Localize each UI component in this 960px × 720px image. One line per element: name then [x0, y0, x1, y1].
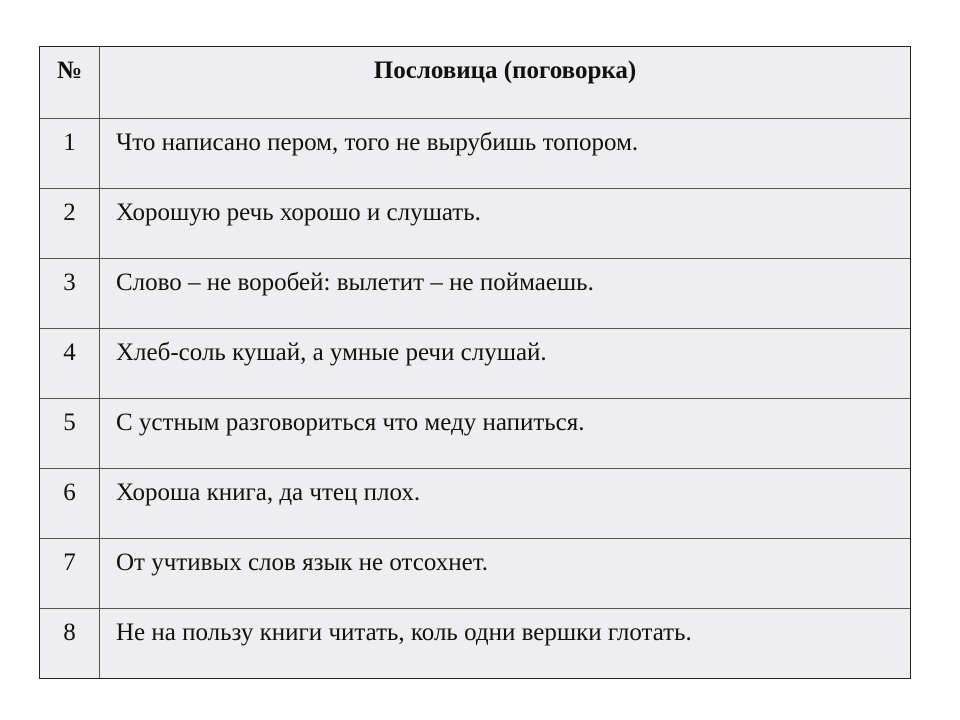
- table-row: [40, 258, 910, 328]
- row-proverb: Хорошую речь хорошо и слушать.: [116, 199, 481, 226]
- header-number: №: [40, 47, 100, 118]
- row-number: 7: [40, 539, 100, 608]
- row-proverb: Хлеб-соль кушай, а умные речи слушай.: [116, 339, 547, 366]
- proverbs-table: [39, 46, 911, 679]
- row-number: 3: [40, 259, 100, 328]
- row-proverb: Хороша книга, да чтец плох.: [116, 479, 421, 506]
- row-number: 2: [40, 189, 100, 258]
- table-row: [40, 538, 910, 608]
- row-number: 6: [40, 469, 100, 538]
- row-number: 5: [40, 399, 100, 468]
- table-row: [40, 398, 910, 468]
- table-row: [40, 608, 910, 678]
- row-number: 1: [40, 119, 100, 188]
- row-number: 4: [40, 329, 100, 398]
- row-proverb: С устным разговориться что меду напиться.: [116, 409, 585, 436]
- table-row: [40, 468, 910, 538]
- row-proverb: От учтивых слов язык не отсохнет.: [116, 549, 489, 576]
- row-proverb: Не на пользу книги читать, коль одни вершки глотать.: [116, 619, 692, 646]
- row-number: 8: [40, 609, 100, 678]
- row-proverb: Слово – не воробей: вылетит – не поймаешь.: [116, 269, 594, 296]
- table-row: [40, 118, 910, 188]
- row-proverb: Что написано пером, того не вырубишь топором.: [116, 129, 639, 156]
- table-header-row: [40, 47, 910, 118]
- table-row: [40, 188, 910, 258]
- table-row: [40, 328, 910, 398]
- header-title: Пословица (поговорка): [373, 57, 637, 84]
